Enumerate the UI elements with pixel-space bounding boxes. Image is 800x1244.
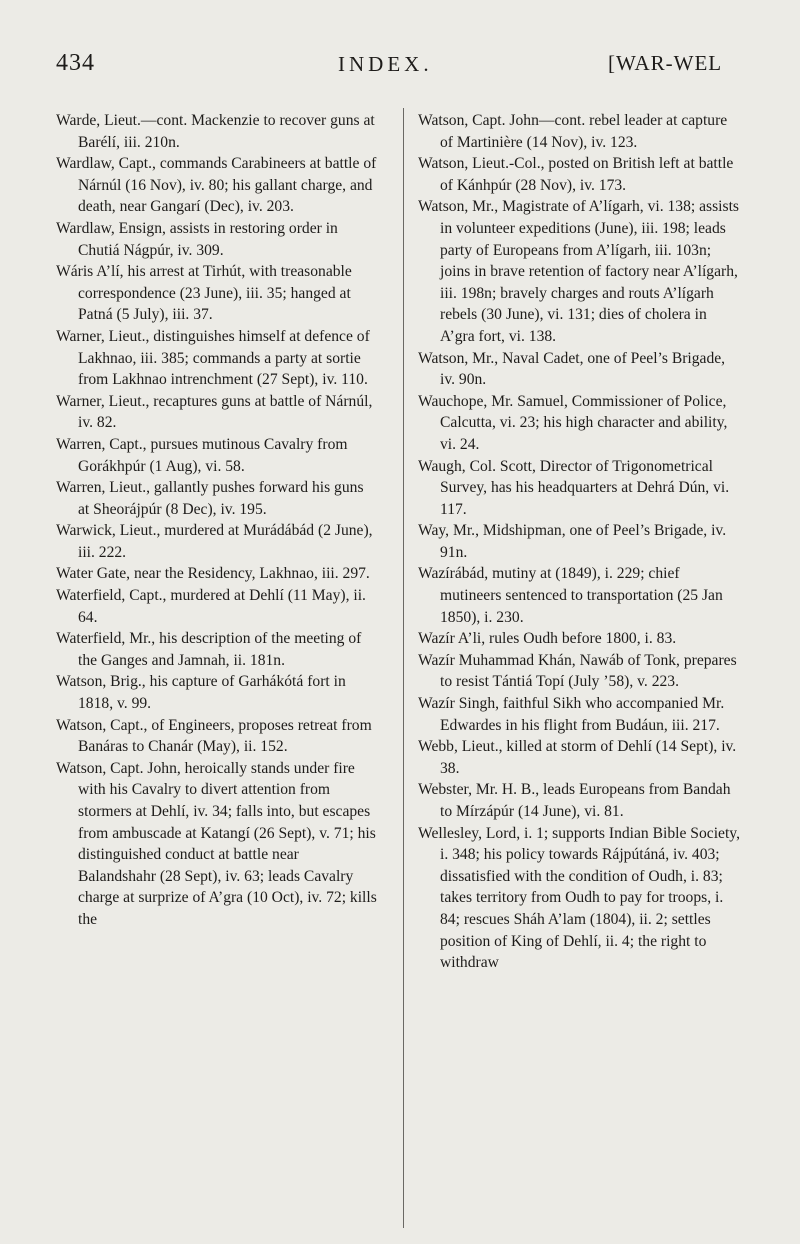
page-number: 434 xyxy=(56,50,95,76)
index-entry: Wauchope, Mr. Samuel, Commissioner of Police, Calcutta, vi. 23; his high character and ability, vi. 24. xyxy=(418,392,728,453)
index-entry: Wazír Singh, faithful Sikh who accompanied Mr. Edwardes in his flight from Budáun, iii. 217. xyxy=(418,695,725,734)
index-entry: Watson, Capt. John—cont. rebel leader at capture of Martinière (14 Nov), iv. 123. xyxy=(418,112,728,151)
index-entry: Waterfield, Capt., murdered at Dehlí (11 May), ii. 64. xyxy=(56,587,366,626)
index-entry: Watson, Mr., Magistrate of A’lígarh, vi. 138; assists in volunteer expeditions (June), iii. 198; leads party of Europeans from A’lígarh, iii. 103n; joins in brave retention of factory near A’lígarh, iii. 198n; bravely charges and routs A’lígarh rebels (30 June), vi. 131; dies of cholera in A’gra fort, vi. 138. xyxy=(418,198,739,345)
index-entry: Wazír Muhammad Khán, Nawáb of Tonk, prepares to resist Tántiá Topí (July ’58), v. 223. xyxy=(418,651,737,691)
index-entry: Wardlaw, Capt., commands Carabineers at battle of Nárnúl (16 Nov), iv. 80; his gallant charge, and death, near Gangarí (Dec), iv. 203. xyxy=(56,155,377,216)
index-entry: Watson, Capt. John, heroically stands under fire with his Cavalry to divert attention from stormers at Dehlí, iv. 34; falls into, but escapes from ambuscade at Katangí (26 Sept), v. 71; his distinguished conduct at battle near Balandshahr (28 Sept), iv. 63; leads Cavalry charge at surprize of A’gra (10 Oct), iv. 72; kills the xyxy=(56,759,377,928)
index-entry: Wardlaw, Ensign, assists in restoring order in Chutiá Nágpúr, iv. 309. xyxy=(56,219,338,259)
index-entry: Wazír A’li, rules Oudh before 1800, i. 83. xyxy=(418,630,677,648)
page-title: INDEX. xyxy=(338,52,433,76)
index-entry: Webb, Lieut., killed at storm of Dehlí (14 Sept), iv. 38. xyxy=(418,738,737,777)
index-entry: Way, Mr., Midshipman, one of Peel’s Brigade, iv. 91n. xyxy=(418,522,727,561)
index-entry: Wellesley, Lord, i. 1; supports Indian Bible Society, i. 348; his policy towards Rájpútáná, iv. 403; dissatisfied with the condition of Oudh, i. 83; takes territory from Oudh to pay for troops, i. 84; rescues Sháh A’lam (1804), ii. 2; settles position of King of Dehlí, ii. 4; the right to withdraw xyxy=(418,824,740,972)
index-entry: Wáris A’lí, his arrest at Tirhút, with treasonable correspondence (23 June), iii. 35; hanged at Patná (5 July), iii. 37. xyxy=(56,263,352,324)
index-entry: Watson, Capt., of Engineers, proposes retreat from Banáras to Chanár (May), ii. 152. xyxy=(56,716,372,756)
right-column xyxy=(418,110,740,974)
index-entry: Warren, Capt., pursues mutinous Cavalry from Gorákhpúr (1 Aug), vi. 58. xyxy=(56,435,348,475)
index-entry: Warner, Lieut., recaptures guns at battle of Nárnúl, iv. 82. xyxy=(56,392,373,432)
left-column xyxy=(56,110,378,931)
index-entry: Watson, Brig., his capture of Garhákótá fort in 1818, v. 99. xyxy=(56,673,346,713)
index-entry: Waterfield, Mr., his description of the meeting of the Ganges and Jamnah, ii. 181n. xyxy=(56,630,362,669)
index-entry: Watson, Lieut.-Col., posted on British left at battle of Kánhpúr (28 Nov), iv. 173. xyxy=(418,155,734,194)
index-entry: Waugh, Col. Scott, Director of Trigonometrical Survey, has his headquarters at Dehrá Dún, vi. 117. xyxy=(418,457,730,518)
index-entry: Warde, Lieut.—cont. Mackenzie to recover guns at Barélí, iii. 210n. xyxy=(56,112,375,151)
page-range-heading: [WAR-WEL xyxy=(608,51,723,75)
index-entry: Warner, Lieut., distinguishes himself at defence of Lakhnao, iii. 385; commands a party at sortie from Lakhnao intrenchment (27 Sept), iv. 110. xyxy=(56,327,370,389)
index-entry: Water Gate, near the Residency, Lakhnao, iii. 297. xyxy=(56,565,370,583)
index-entry: Warren, Lieut., gallantly pushes forward his guns at Sheorájpúr (8 Dec), iv. 195. xyxy=(56,479,364,518)
index-entry: Watson, Mr., Naval Cadet, one of Peel’s Brigade, iv. 90n. xyxy=(418,349,726,389)
index-entry: Warwick, Lieut., murdered at Murádábád (2 June), iii. 222. xyxy=(56,522,373,561)
index-entry: Webster, Mr. H. B., leads Europeans from Bandah to Mírzápúr (14 June), vi. 81. xyxy=(418,781,731,820)
index-entry: Wazírábád, mutiny at (1849), i. 229; chief mutineers sentenced to transportation (25 Jan 1850), i. 230. xyxy=(418,565,723,626)
column-divider xyxy=(403,108,404,1228)
page-header xyxy=(0,0,800,90)
